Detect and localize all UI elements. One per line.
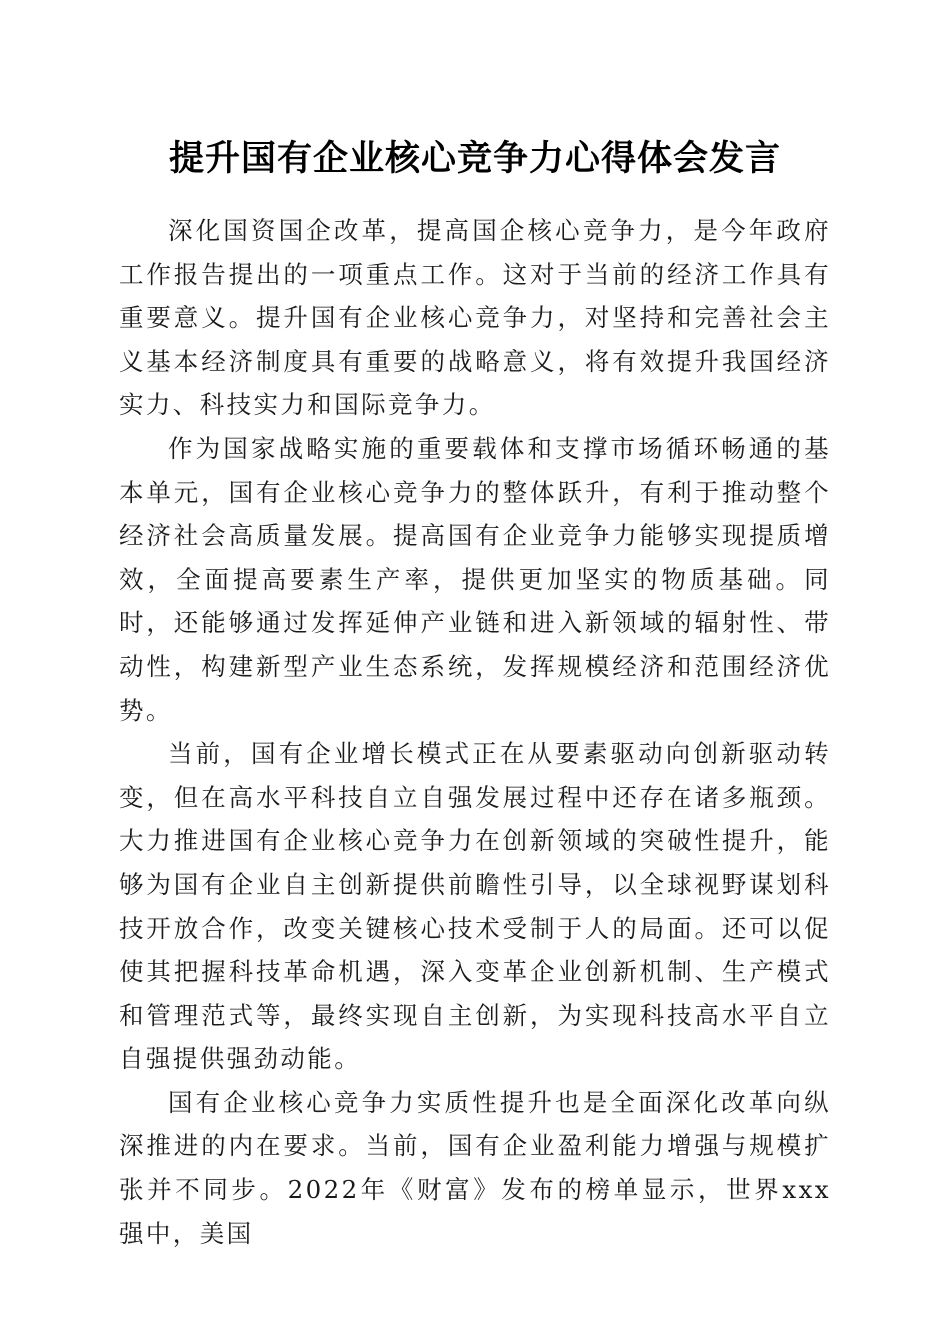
document-body bbox=[119, 209, 831, 1255]
paragraph-4: 国有企业核心竞争力实质性提升也是全面深化改革向纵深推进的内在要求。当前，国有企业盈利能力增强与规模扩张并不同步。2022年《财富》发布的榜单显示，世界xxx强中，美国 bbox=[119, 1087, 831, 1248]
paragraph-3: 当前，国有企业增长模式正在从要素驱动向创新驱动转变，但在高水平科技自立自强发展过程中还存在诸多瓶颈。大力推进国有企业核心竞争力在创新领域的突破性提升，能够为国有企业自主创新提供前瞻性引导，以全球视野谋划科技开放合作，改变关键核心技术受制于人的局面。还可以促使其把握科技革命机遇，深入变革企业创新机制、生产模式和管理范式等，最终实现自主创新，为实现科技高水平自立自强提供强劲动能。 bbox=[119, 739, 831, 1074]
paragraph-1: 深化国资国企改革，提高国企核心竞争力，是今年政府工作报告提出的一项重点工作。这对于当前的经济工作具有重要意义。提升国有企业核心竞争力，对坚持和完善社会主义基本经济制度具有重要的战略意义，将有效提升我国经济实力、科技实力和国际竞争力。 bbox=[119, 216, 831, 420]
document-title: 提升国有企业核心竞争力心得体会发言 bbox=[168, 138, 781, 179]
paragraph-2: 作为国家战略实施的重要载体和支撑市场循环畅通的基本单元，国有企业核心竞争力的整体跃升，有利于推动整个经济社会高质量发展。提高国有企业竞争力能够实现提质增效，全面提高要素生产率，提供更加坚实的物质基础。同时，还能够通过发挥延伸产业链和进入新领域的辐射性、带动性，构建新型产业生态系统，发挥规模经济和范围经济优势。 bbox=[119, 433, 831, 725]
